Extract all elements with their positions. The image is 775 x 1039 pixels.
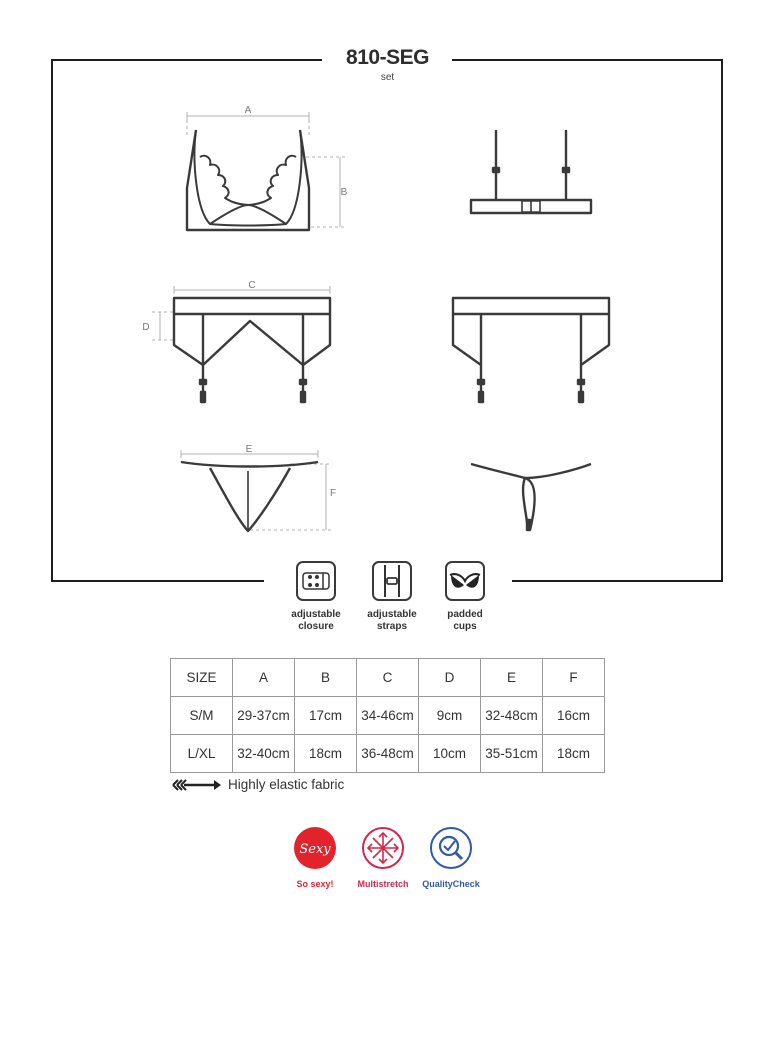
product-title: 810-SEG — [346, 46, 429, 69]
garter-belt-front-drawing — [174, 298, 330, 402]
table-header-cell: C — [357, 659, 419, 697]
bra-back-drawing — [471, 130, 591, 213]
feature-padded-cups — [420, 561, 510, 633]
fabric-note-text: Highly elastic fabric — [228, 777, 345, 792]
fabric-note — [172, 777, 344, 792]
table-header-row — [171, 659, 605, 697]
badge-quality-check — [406, 826, 496, 889]
svg-text:Sexy: Sexy — [299, 842, 331, 857]
product-subtitle: set — [380, 72, 395, 83]
dimension-label-a: A — [244, 105, 252, 116]
table-header-cell: A — [233, 659, 295, 697]
feature-label: padded cups — [447, 609, 483, 632]
adjustable-closure-icon — [296, 561, 336, 601]
table-cell: 35-51cm — [481, 735, 543, 773]
dimension-label-e: E — [245, 444, 253, 455]
table-cell: 16cm — [543, 697, 605, 735]
padded-cups-icon — [445, 561, 485, 601]
badge-caption: So sexy! — [296, 879, 334, 889]
bra-front-drawing — [187, 130, 309, 230]
table-header-cell: D — [419, 659, 481, 697]
table-cell: 18cm — [543, 735, 605, 773]
table-cell: L/XL — [171, 735, 233, 773]
dimension-label-d: D — [142, 322, 150, 333]
dimension-label-c: C — [248, 280, 256, 291]
table-cell: 29-37cm — [233, 697, 295, 735]
table-cell: 10cm — [419, 735, 481, 773]
sexy-badge-icon — [293, 826, 337, 870]
thong-front-drawing — [181, 462, 318, 531]
dimension-label-f: F — [329, 488, 337, 499]
table-cell: 36-48cm — [357, 735, 419, 773]
table-row — [171, 735, 605, 773]
table-cell: 9cm — [419, 697, 481, 735]
feature-label: adjustable straps — [367, 609, 417, 632]
elastic-arrow-icon — [172, 779, 222, 791]
table-cell: 32-48cm — [481, 697, 543, 735]
table-header-cell: F — [543, 659, 605, 697]
garter-belt-back-drawing — [453, 298, 609, 402]
table-cell: 34-46cm — [357, 697, 419, 735]
thong-back-drawing — [471, 464, 591, 530]
quality-check-icon — [429, 826, 473, 870]
table-cell: 18cm — [295, 735, 357, 773]
size-table — [170, 658, 605, 773]
frame-line — [452, 60, 722, 581]
table-header-cell: SIZE — [171, 659, 233, 697]
table-cell: S/M — [171, 697, 233, 735]
dimension-label-b: B — [340, 187, 348, 198]
table-row — [171, 697, 605, 735]
badge-caption: Multistretch — [357, 879, 409, 889]
adjustable-straps-icon — [372, 561, 412, 601]
table-cell: 17cm — [295, 697, 357, 735]
badge-caption: QualityCheck — [422, 879, 480, 889]
table-header-cell: E — [481, 659, 543, 697]
multistretch-icon — [361, 826, 405, 870]
frame-line — [52, 60, 322, 581]
feature-label: adjustable closure — [291, 609, 341, 632]
table-header-cell: B — [295, 659, 357, 697]
table-cell: 32-40cm — [233, 735, 295, 773]
